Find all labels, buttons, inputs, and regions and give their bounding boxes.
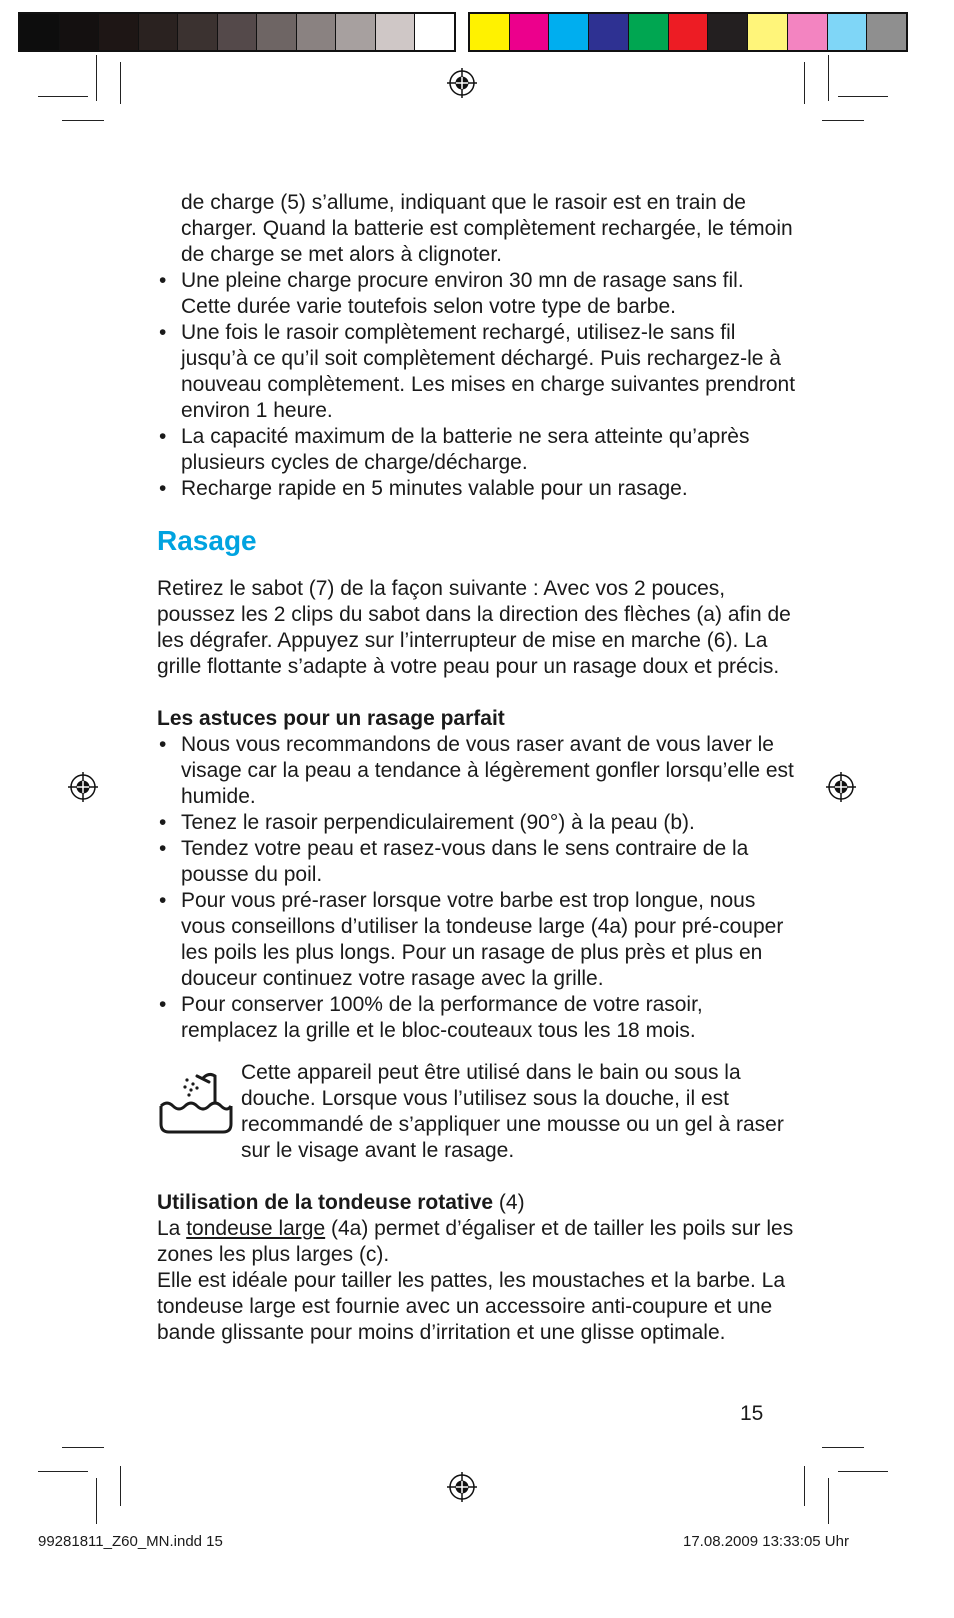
color-swatch — [747, 14, 787, 50]
crop-mark-top-left-h1 — [38, 96, 88, 97]
page-content — [157, 190, 797, 1346]
color-swatch — [470, 14, 509, 50]
list-item: • La capacité maximum de la batterie ne sera atteinte qu’après plusieurs cycles de charge/décharge. — [157, 424, 797, 476]
color-swatch — [296, 14, 336, 50]
color-swatch — [98, 14, 138, 50]
list-item: • Une fois le rasoir complètement rechargé, utilisez-le sans fil jusqu’à ce qu’il soit complètement déchargé. Puis rechargez-le à nouveau complètement. Les mises en charge suivantes prendront environ 1 heure. — [157, 320, 797, 424]
crop-mark-top-left-v2 — [120, 62, 121, 104]
color-swatch — [217, 14, 257, 50]
bath-note-block — [157, 1060, 797, 1164]
crop-mark-top-right-v2 — [828, 55, 829, 101]
crop-mark-bottom-right-v1 — [804, 1466, 805, 1506]
list-item: • Nous vous recommandons de vous raser avant de vous laver le visage car la peau a tendance à légèrement gonfler lorsqu’elle est humide. — [157, 732, 797, 810]
trimmer-link-text: tondeuse large — [186, 1217, 326, 1240]
grayscale-color-bar — [18, 12, 456, 52]
color-swatch — [827, 14, 867, 50]
crop-mark-top-right-v1 — [804, 62, 805, 104]
list-item: • Pour vous pré-raser lorsque votre barbe est trop longue, nous vous conseillons d’utiliser la tondeuse large (4a) pour pré-couper les poils les plus longs. Pour un rasage de plus près et plus en douceur continuez votre rasage avec la grille. — [157, 888, 797, 992]
crop-mark-bottom-left-h2 — [38, 1471, 88, 1472]
color-swatch — [20, 14, 59, 50]
list-item: • Tendez votre peau et rasez-vous dans le sens contraire de la pousse du poil. — [157, 836, 797, 888]
color-swatch — [866, 14, 906, 50]
color-swatch — [414, 14, 454, 50]
registration-mark-top-icon — [447, 68, 477, 98]
tips-bullet-list — [157, 732, 797, 1044]
color-swatch — [628, 14, 668, 50]
color-swatch — [548, 14, 588, 50]
trimmer-line-prefix: La — [157, 1217, 187, 1240]
crop-mark-top-left-h2 — [62, 120, 104, 121]
registration-mark-left-icon — [68, 772, 98, 802]
color-swatch — [138, 14, 178, 50]
process-color-bar — [468, 12, 908, 52]
color-swatch — [375, 14, 415, 50]
crop-mark-bottom-left-h1 — [62, 1447, 104, 1448]
list-item: • Recharge rapide en 5 minutes valable pour un rasage. — [157, 476, 797, 502]
footer-file-info: 99281811_Z60_MN.indd 15 — [38, 1533, 223, 1550]
bath-note-paragraph: Cette appareil peut être utilisé dans le bain ou sous la douche. Lorsque vous l’utilisez sous la douche, il est recommandé de s’appliquer une mousse ou un gel à raser sur le visage avant le rasage. — [241, 1061, 784, 1162]
crop-mark-bottom-left-v1 — [96, 1478, 97, 1524]
crop-mark-bottom-right-h2 — [838, 1471, 888, 1472]
color-swatch — [177, 14, 217, 50]
color-swatch — [256, 14, 296, 50]
color-swatch — [588, 14, 628, 50]
crop-mark-top-right-h2 — [822, 120, 864, 121]
color-swatch — [668, 14, 708, 50]
trimmer-heading-bold: Utilisation de la tondeuse rotative — [157, 1191, 494, 1214]
footer-timestamp: 17.08.2009 13:33:05 Uhr — [683, 1533, 849, 1550]
tips-heading: Les astuces pour un rasage parfait — [157, 707, 505, 730]
trimmer-line-rest: (4a) permet d’égaliser et de tailler les poils sur les zones les plus larges (c). — [157, 1217, 794, 1266]
trimmer-heading-ref: (4) — [493, 1191, 525, 1214]
crop-mark-bottom-right-v2 — [828, 1478, 829, 1524]
registration-mark-right-icon — [826, 772, 856, 802]
trimmer-paragraph-2: Elle est idéale pour tailler les pattes, les moustaches et la barbe. La tondeuse large est fournie avec un accessoire anti-coupure et une bande glissante pour moins d’irritation et une glisse optimale. — [157, 1269, 786, 1344]
continuation-paragraph: de charge (5) s’allume, indiquant que le rasoir est en train de charger. Quand la batterie est complètement rechargée, le témoin de charge se met alors à clignoter. — [181, 191, 793, 266]
list-item: • Pour conserver 100% de la performance de votre rasoir, remplacez la grille et le bloc-couteaux tous les 18 mois. — [157, 992, 797, 1044]
color-swatch — [509, 14, 549, 50]
list-item: • Tenez le rasoir perpendiculairement (90°) à la peau (b). — [157, 810, 797, 836]
color-swatch — [335, 14, 375, 50]
color-swatch — [787, 14, 827, 50]
crop-mark-top-left-v1 — [96, 55, 97, 101]
crop-mark-bottom-right-h1 — [822, 1447, 864, 1448]
list-item: • Une pleine charge procure environ 30 mn de rasage sans fil. Cette durée varie toutefois selon votre type de barbe. — [157, 268, 797, 320]
section-title: Rasage — [157, 525, 257, 556]
rasage-intro-paragraph: Retirez le sabot (7) de la façon suivante : Avec vos 2 pouces, poussez les 2 clips du sabot dans la direction des flèches (a) afin de les dégrafer. Appuyez sur l’interrupteur de mise en marche (6). La grille flottante s’adapte à votre peau pour un rasage doux et précis. — [157, 577, 791, 678]
trimmer-paragraph-1 — [157, 1216, 797, 1268]
registration-mark-bottom-icon — [447, 1472, 477, 1502]
page-number: 15 — [740, 1402, 764, 1425]
trimmer-heading — [157, 1190, 797, 1216]
shower-bath-icon — [157, 1060, 235, 1140]
crop-mark-bottom-left-v2 — [120, 1466, 121, 1506]
charge-bullet-list — [157, 268, 797, 502]
crop-mark-top-right-h1 — [838, 96, 888, 97]
color-swatch — [59, 14, 99, 50]
color-swatch — [707, 14, 747, 50]
